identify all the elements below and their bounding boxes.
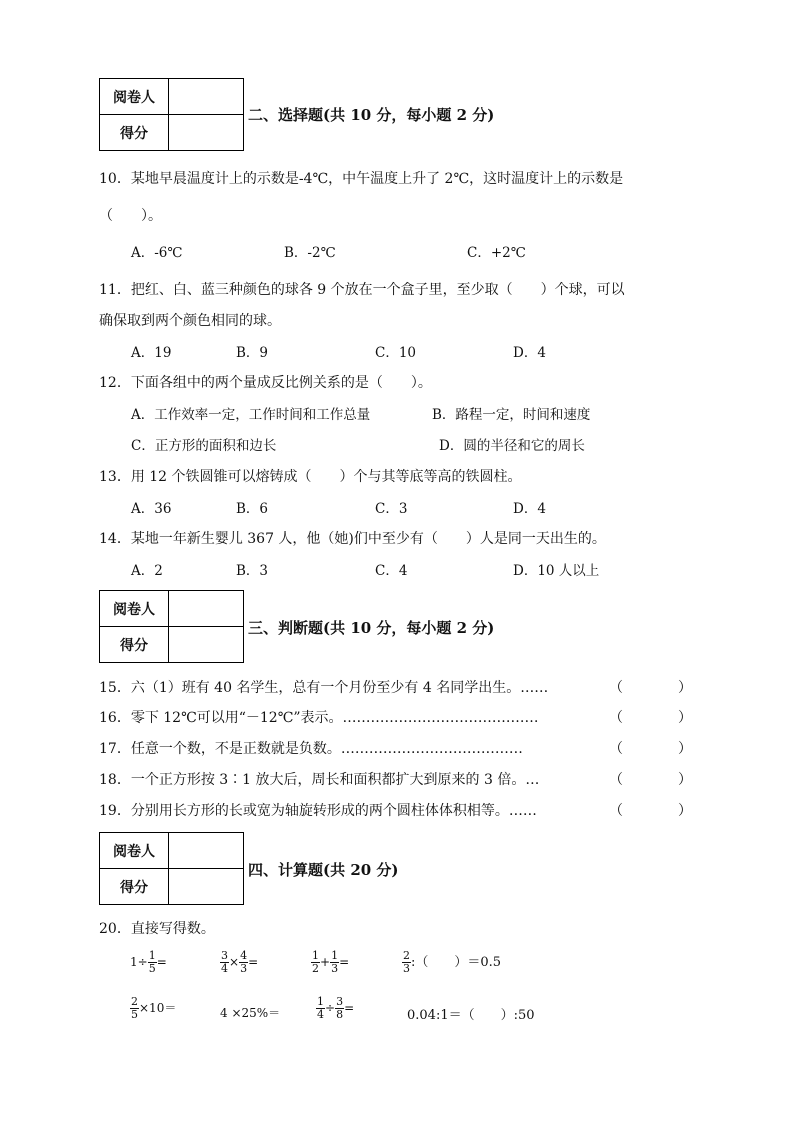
calc-2-4[interactable]: 0.04:1＝（ ）:50 — [407, 1008, 535, 1023]
score-cell[interactable] — [169, 627, 244, 663]
q10-option-a[interactable]: A．-6℃ — [131, 245, 183, 261]
score-table-section3 — [99, 590, 244, 663]
q11-option-b[interactable]: B．9 — [236, 345, 269, 361]
judge-paren-open[interactable]: （ — [609, 803, 623, 819]
q11-line2: 确保取到两个颜色相同的球。 — [99, 313, 281, 329]
judge-paren-open[interactable]: （ — [609, 710, 623, 726]
calc-2-2[interactable]: 4 ×25%＝ — [220, 1006, 281, 1020]
section3-title: 三、判断题(共 10 分，每小题 2 分) — [248, 619, 495, 637]
q11-line1: 11．把红、白、蓝三种颜色的球各 9 个放在一个盒子里，至少取（ ）个球，可以 — [99, 282, 625, 298]
reader-cell[interactable] — [169, 79, 244, 115]
reader-cell[interactable] — [169, 591, 244, 627]
score-cell[interactable] — [169, 869, 244, 905]
judge-paren-close[interactable]: ） — [678, 680, 692, 696]
q12-line1: 12．下面各组中的两个量成反比例关系的是（ ）。 — [99, 375, 432, 391]
q10-line1: 10．某地早晨温度计上的示数是-4℃，中午温度上升了 2℃，这时温度计上的示数是 — [99, 171, 624, 187]
judge-item-15: 15．六（1）班有 40 名学生，总有一个月份至少有 4 名同学出生。…… — [99, 680, 549, 696]
judge-paren-open[interactable]: （ — [609, 741, 623, 757]
calc-1-3[interactable]: $\frac{1}{2}$ + $\frac{1}{3}$ = — [312, 949, 350, 975]
judge-item-19: 19．分别用长方形的长或宽为轴旋转形成的两个圆柱体体积相等。…… — [99, 803, 537, 819]
q14-option-d[interactable]: D．10 人以上 — [513, 563, 600, 579]
judge-paren-close[interactable]: ） — [678, 741, 692, 757]
q11-option-c[interactable]: C．10 — [375, 345, 417, 361]
q13-option-c[interactable]: C．3 — [375, 501, 408, 517]
q14-option-b[interactable]: B．3 — [236, 563, 269, 579]
q11-option-a[interactable]: A．19 — [131, 345, 172, 361]
q10-line2: （ ）。 — [99, 208, 162, 224]
q14-option-a[interactable]: A．2 — [131, 563, 163, 579]
q20-prompt: 20．直接写得数。 — [99, 921, 215, 937]
calc-1-4[interactable]: $\frac{2}{3}$ :（ ）＝0.5 — [403, 949, 502, 975]
score-label: 得分 — [100, 115, 169, 151]
judge-paren-close[interactable]: ） — [678, 803, 692, 819]
section2-title: 二、选择题(共 10 分，每小题 2 分) — [248, 106, 495, 124]
calc-1-1[interactable]: 1÷ $\frac{1}{5}$ = — [130, 949, 167, 975]
judge-paren-open[interactable]: （ — [609, 772, 623, 788]
reader-label: 阅卷人 — [100, 79, 169, 115]
section4-title: 四、计算题(共 20 分) — [248, 861, 399, 879]
judge-paren-close[interactable]: ） — [678, 772, 692, 788]
q12-option-c[interactable]: C．正方形的面积和边长 — [131, 438, 277, 454]
score-cell[interactable] — [169, 115, 244, 151]
q12-option-a[interactable]: A．工作效率一定，工作时间和工作总量 — [131, 407, 371, 423]
q11-option-d[interactable]: D．4 — [513, 345, 546, 361]
judge-paren-close[interactable]: ） — [678, 710, 692, 726]
reader-label: 阅卷人 — [100, 833, 169, 869]
score-table-section2 — [99, 78, 244, 151]
judge-item-16: 16．零下 12℃可以用“－12℃”表示。…………………………………… — [99, 710, 539, 726]
q12-option-d[interactable]: D．圆的半径和它的周长 — [439, 438, 585, 454]
calc-1-2[interactable]: $\frac{3}{4}$ × $\frac{4}{3}$ = — [221, 949, 259, 975]
reader-cell[interactable] — [169, 833, 244, 869]
q10-option-c[interactable]: C．+2℃ — [467, 245, 526, 261]
judge-item-18: 18．一个正方形按 3∶1 放大后，周长和面积都扩大到原来的 3 倍。… — [99, 772, 540, 788]
score-label: 得分 — [100, 627, 169, 663]
q13-option-b[interactable]: B．6 — [236, 501, 269, 517]
q14-line1: 14．某地一年新生婴儿 367 人，他（她)们中至少有（ ）人是同一天出生的。 — [99, 531, 606, 547]
q14-option-c[interactable]: C．4 — [375, 563, 408, 579]
judge-item-17: 17．任意一个数，不是正数就是负数。………………………………… — [99, 741, 523, 757]
judge-paren-open[interactable]: （ — [609, 680, 623, 696]
q13-option-a[interactable]: A．36 — [131, 501, 172, 517]
q13-line1: 13．用 12 个铁圆锥可以熔铸成（ ）个与其等底等高的铁圆柱。 — [99, 469, 522, 485]
calc-2-3[interactable]: $\frac{1}{4}$ ÷ $\frac{3}{8}$ = — [317, 995, 355, 1021]
q10-option-b[interactable]: B．-2℃ — [284, 245, 336, 261]
reader-label: 阅卷人 — [100, 591, 169, 627]
score-table-section4 — [99, 832, 244, 905]
calc-2-1[interactable]: $\frac{2}{5}$ ×10＝ — [131, 995, 177, 1021]
q13-option-d[interactable]: D．4 — [513, 501, 546, 517]
q12-option-b[interactable]: B．路程一定，时间和速度 — [432, 407, 591, 423]
score-label: 得分 — [100, 869, 169, 905]
